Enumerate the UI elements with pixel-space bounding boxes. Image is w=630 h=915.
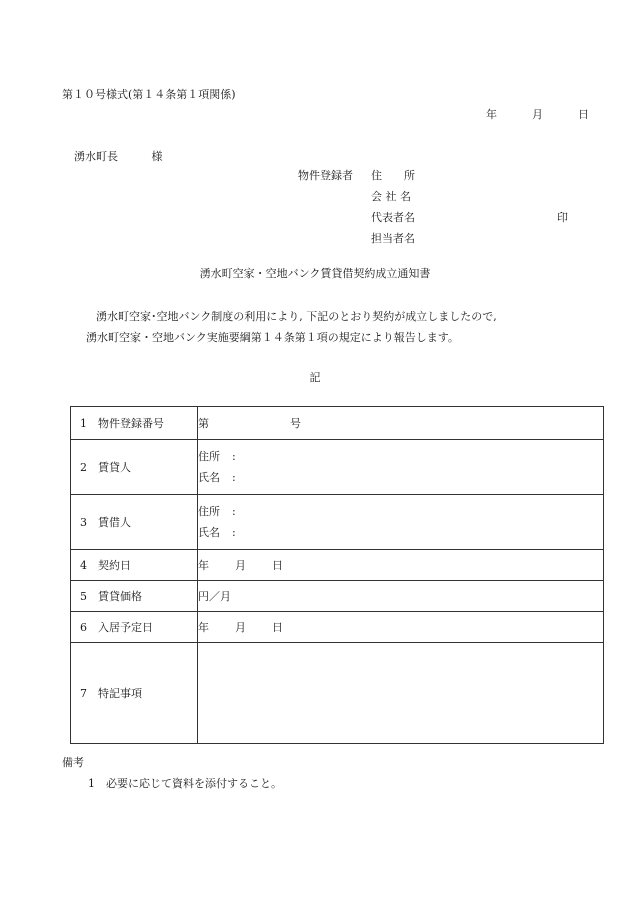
row-label-contract-date: 4 契約日 [71,550,198,581]
registration-number-cell [198,407,604,440]
row-label-lessee: 3 賃借人 [71,495,198,550]
row-label-lessor: 2 賃貸人 [71,440,198,495]
table-row [71,550,604,581]
ki-heading: 記 [309,371,321,384]
registrant-label: 物件登録者 [298,169,353,182]
registrant-representative-label: 代表者名 [371,211,415,224]
addressee-name: 湧水町長 [74,150,118,163]
body-line-1: 湧水町空家･空地バンク制度の利用により, 下記のとおり契約が成立しましたので, [96,310,497,323]
row-label-registration-number: 1 物件登録番号 [71,407,198,440]
registrant-company-label: 会 社 名 [371,190,411,203]
date-line [486,106,589,122]
table-row [71,440,604,495]
addressee [74,148,163,164]
lessee-name-label: 氏名 [198,526,220,539]
form-number: 第１０号様式(第１４条第１項関係) [62,88,236,101]
seal-mark: 印 [557,211,568,224]
table-row [71,612,604,643]
table-row [71,495,604,550]
lessee-cell: 住所 : 氏名 : [198,495,604,550]
move-in-date-cell: 年 月 日 [198,612,604,643]
registrant-address-label: 住 所 [371,169,415,182]
row-label-move-in-date: 6 入居予定日 [71,612,198,643]
row-label-rent: 5 賃貸価格 [71,581,198,612]
lessor-cell: 住所 : 氏名 : [198,440,604,495]
date-day: 日 [578,108,589,121]
table-row [71,581,604,612]
table-row [71,643,604,744]
body-line-2: 湧水町空家・空地バンク実施要綱第１４条第１項の規定により報告します。 [86,331,459,344]
document-title: 湧水町空家・空地バンク賃貸借契約成立通知書 [199,267,431,280]
rent-cell: 円／月 [198,581,604,612]
remarks-item: 1 必要に応じて資料を添付すること。 [88,777,282,790]
special-notes-cell [198,643,604,744]
addressee-honorific: 様 [151,150,163,163]
remarks-heading: 備考 [62,756,84,769]
date-year: 年 [486,108,497,121]
number-suffix: 号 [290,417,301,430]
lessor-name-label: 氏名 [198,471,220,484]
row-label-special-notes: 7 特記事項 [71,643,198,744]
contract-date-cell: 年 月 日 [198,550,604,581]
registrant-contact-label: 担当者名 [371,232,415,245]
lessee-address-label: 住所 [198,505,220,518]
record-table [70,406,604,744]
lessor-address-label: 住所 [198,450,220,463]
number-prefix: 第 [198,417,209,430]
table-row [71,407,604,440]
date-month: 月 [532,108,543,121]
